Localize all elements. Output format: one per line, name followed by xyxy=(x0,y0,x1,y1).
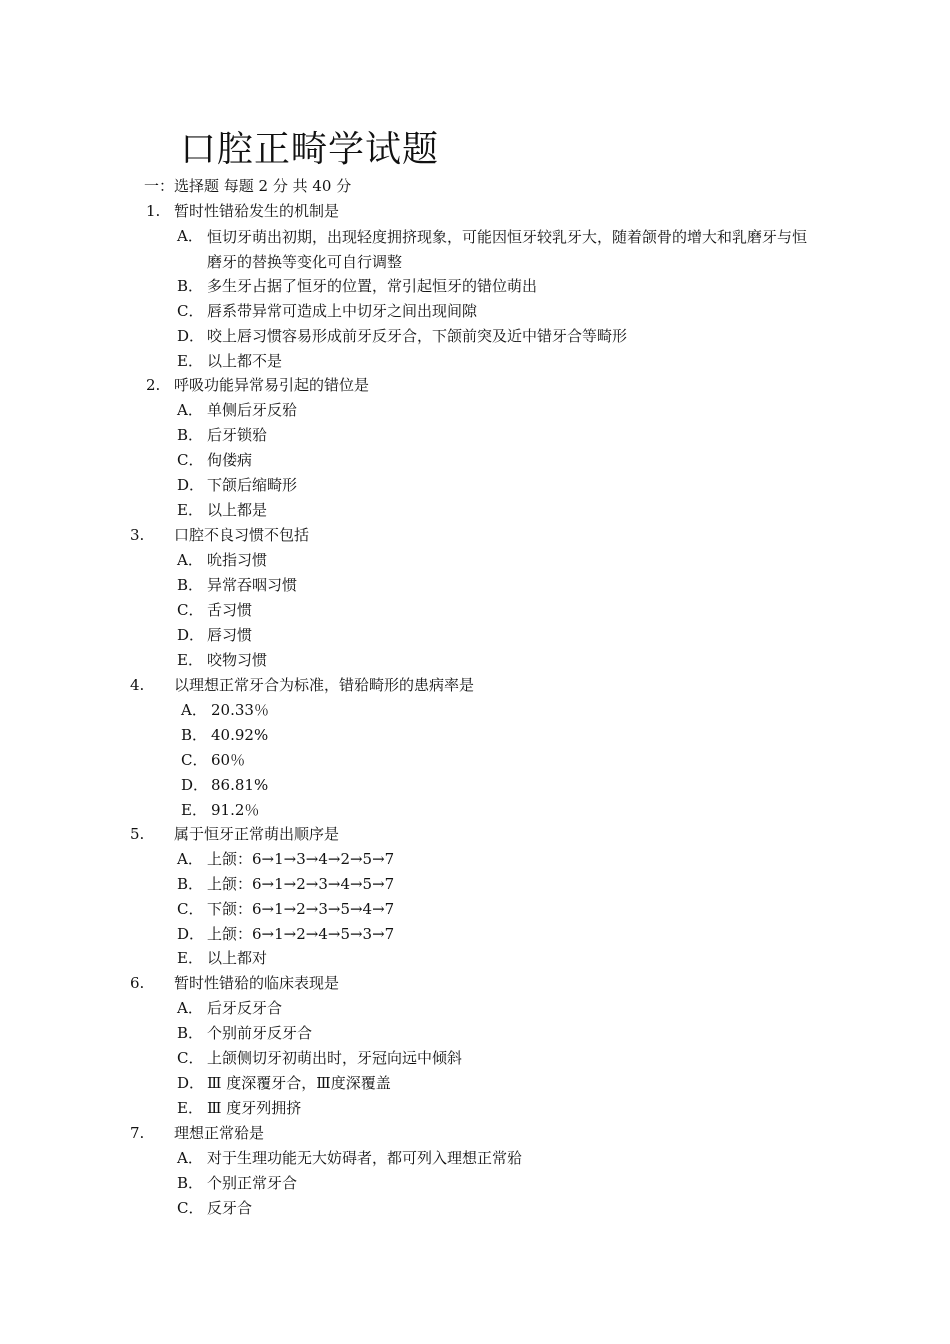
option-letter: C． xyxy=(177,1049,204,1067)
option-text: Ⅲ 度深覆牙合，Ⅲ度深覆盖 xyxy=(207,1074,391,1092)
option-text: 后牙锁𬌗 xyxy=(207,426,268,444)
question-text: 暂时性错𬌗的临床表现是 xyxy=(174,974,340,992)
option-letter: A． xyxy=(177,1149,203,1167)
question-text: 口腔不良习惯不包括 xyxy=(174,526,310,544)
option-letter: B． xyxy=(181,726,208,744)
option-text: 下颌后缩畸形 xyxy=(207,476,298,494)
question-number: 7. xyxy=(130,1124,145,1142)
option-letter: E． xyxy=(177,1099,203,1117)
option-text: 吮指习惯 xyxy=(207,551,268,569)
question-2 xyxy=(0,374,950,396)
question-number: 4. xyxy=(130,676,145,694)
option-text: 单侧后牙反𬌗 xyxy=(207,401,298,419)
option-letter: B． xyxy=(177,1174,204,1192)
option-letter: A． xyxy=(177,227,203,245)
option-text: 个别正常牙合 xyxy=(207,1174,298,1192)
option-letter: B． xyxy=(177,1024,204,1042)
option-letter: B． xyxy=(177,875,204,893)
option-text: 后牙反牙合 xyxy=(207,999,283,1017)
question-text: 理想正常𬌗是 xyxy=(174,1124,265,1142)
option-text: 以上都对 xyxy=(207,949,268,967)
option-letter: B． xyxy=(177,576,204,594)
option-letter: B． xyxy=(177,277,204,295)
option-text: 上颌：6→1→2→4→5→3→7 xyxy=(207,925,395,943)
question-text: 呼吸功能异常易引起的错位是 xyxy=(174,376,370,394)
option-text: 60％ xyxy=(211,751,246,769)
option-letter: D． xyxy=(177,626,205,644)
option-letter: E． xyxy=(177,949,203,967)
option-letter: A． xyxy=(177,999,203,1017)
option-text: 20.33％ xyxy=(211,701,269,719)
question-number: 6. xyxy=(130,974,145,992)
option-text: 异常吞咽习惯 xyxy=(207,576,298,594)
option-letter: D． xyxy=(181,776,209,794)
option-letter: C． xyxy=(181,751,208,769)
option-letter: D． xyxy=(177,925,205,943)
question-number: 2. xyxy=(146,376,161,394)
option-letter: E． xyxy=(177,352,203,370)
question-text: 暂时性错𬌗发生的机制是 xyxy=(174,202,340,220)
page-title: 口腔正畸学试题 xyxy=(180,129,440,170)
option-text: 以上都不是 xyxy=(207,352,283,370)
option-letter: E． xyxy=(177,651,203,669)
option-letter: E． xyxy=(177,501,203,519)
option-text: Ⅲ 度牙列拥挤 xyxy=(207,1099,302,1117)
option-letter: D． xyxy=(177,327,205,345)
question-number: 1. xyxy=(146,202,161,220)
option-text: 上颌侧切牙初萌出时，牙冠向远中倾斜 xyxy=(207,1049,463,1067)
option-text: 40.92% xyxy=(211,726,269,744)
option-text: 多生牙占据了恒牙的位置，常引起恒牙的错位萌出 xyxy=(207,277,538,295)
option-text: 唇习惯 xyxy=(207,626,253,644)
option-letter: C． xyxy=(177,451,204,469)
section-heading: 一：选择题 每题 2 分 共 40 分 xyxy=(144,177,352,195)
option-letter: A． xyxy=(177,401,203,419)
option-letter: C． xyxy=(177,601,204,619)
option-text: 反牙合 xyxy=(207,1199,253,1217)
option-text: 恒切牙萌出初期，出现轻度拥挤现象，可能因恒牙较乳牙大，随着颌骨的增大和乳磨牙与恒磨牙的替换等变化可自行调整 xyxy=(207,228,808,271)
question-4 xyxy=(0,674,950,696)
option-letter: E． xyxy=(181,801,207,819)
option-letter: A． xyxy=(177,850,203,868)
option-text: 91.2％ xyxy=(211,801,260,819)
option-letter: C． xyxy=(177,1199,204,1217)
question-1 xyxy=(0,200,950,222)
question-text: 属于恒牙正常萌出顺序是 xyxy=(174,825,340,843)
option-letter: B． xyxy=(177,426,204,444)
question-number: 5. xyxy=(130,825,145,843)
option-text: 咬上唇习惯容易形成前牙反牙合，下颌前突及近中错牙合等畸形 xyxy=(207,327,628,345)
option-text: 咬物习惯 xyxy=(207,651,268,669)
question-7 xyxy=(0,1122,950,1144)
option-text: 以上都是 xyxy=(207,501,268,519)
question-3 xyxy=(0,524,950,546)
option-letter: A． xyxy=(181,701,207,719)
option-letter: A． xyxy=(177,551,203,569)
option-letter: D． xyxy=(177,476,205,494)
question-5 xyxy=(0,823,950,845)
option-text: 佝偻病 xyxy=(207,451,253,469)
option-text: 个别前牙反牙合 xyxy=(207,1024,313,1042)
option-letter: D． xyxy=(177,1074,205,1092)
option-letter: C． xyxy=(177,302,204,320)
option-text: 下颌：6→1→2→3→5→4→7 xyxy=(207,900,395,918)
question-6 xyxy=(0,972,950,994)
option-text: 上颌：6→1→3→4→2→5→7 xyxy=(207,850,395,868)
option-text: 舌习惯 xyxy=(207,601,253,619)
option-letter: C． xyxy=(177,900,204,918)
option-text: 唇系带异常可造成上中切牙之间出现间隙 xyxy=(207,302,478,320)
option-text: 对于生理功能无大妨碍者，都可列入理想正常𬌗 xyxy=(207,1149,523,1167)
question-text: 以理想正常牙合为标准，错𬌗畸形的患病率是 xyxy=(174,676,475,694)
question-number: 3. xyxy=(130,526,145,544)
option-text: 上颌：6→1→2→3→4→5→7 xyxy=(207,875,395,893)
option-text: 86.81% xyxy=(211,776,269,794)
